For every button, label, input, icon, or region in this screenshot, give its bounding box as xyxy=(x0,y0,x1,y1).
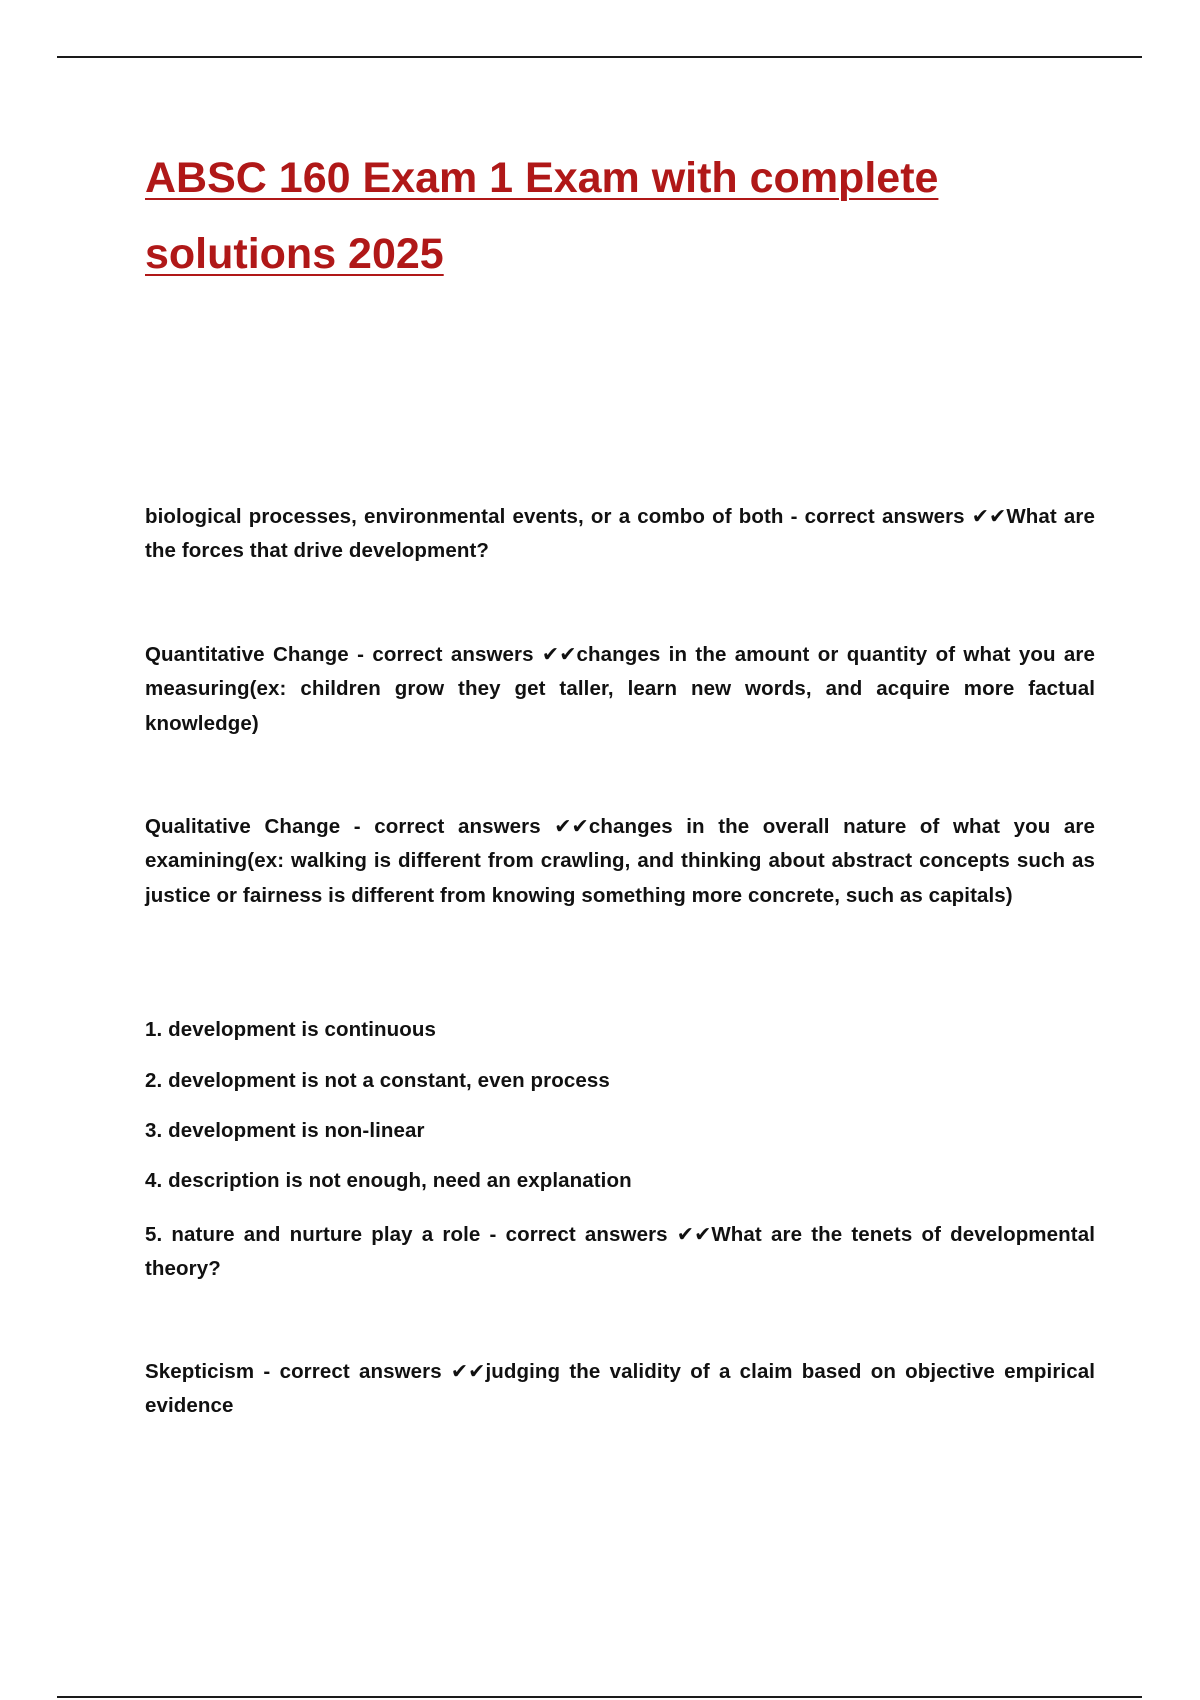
flashcard-1 xyxy=(145,500,1095,569)
answer-marker: correct answers ✔✔ xyxy=(279,1360,486,1383)
tenet-list-item-2: 2. development is not a constant, even process xyxy=(145,1069,610,1092)
card-term: 5. nature and nurture play a role - xyxy=(145,1223,506,1246)
flashcard-4 xyxy=(145,1218,1095,1287)
card-definition: changes in the overall nature of what you are examining(ex: walking is different from crawling, and thinking about abstract concepts such as justice or fairness is different from knowing something more concrete, such as capitals) xyxy=(145,815,1095,907)
title-line-2: solutions 2025 xyxy=(145,230,444,278)
title-line-1: ABSC 160 Exam 1 Exam with complete xyxy=(145,154,939,202)
flashcard-2 xyxy=(145,638,1095,741)
tenet-list-item-4: 4. description is not enough, need an explanation xyxy=(145,1169,632,1192)
answer-marker: correct answers ✔✔ xyxy=(374,815,589,838)
card-definition: changes in the amount or quantity of what you are measuring(ex: children grow they get taller, learn new words, and acquire more factual knowledge) xyxy=(145,643,1095,735)
card-definition: judging the validity of a claim based on objective empirical evidence xyxy=(145,1360,1096,1418)
card-term: biological processes, environmental events, or a combo of both - xyxy=(145,505,805,528)
answer-marker: correct answers ✔✔ xyxy=(505,1223,712,1246)
card-term: Skepticism - xyxy=(145,1360,280,1383)
card-term: Qualitative Change - xyxy=(145,815,375,838)
answer-marker: correct answers ✔✔ xyxy=(804,505,1007,528)
tenet-list-item-1: 1. development is continuous xyxy=(145,1018,436,1041)
bottom-rule xyxy=(57,1696,1142,1698)
card-term: Quantitative Change - xyxy=(145,643,373,666)
card-definition: What are the tenets of developmental theory? xyxy=(145,1223,1095,1281)
top-rule xyxy=(57,56,1142,58)
flashcard-3 xyxy=(145,810,1095,913)
answer-marker: correct answers ✔✔ xyxy=(372,643,577,666)
flashcard-5 xyxy=(145,1355,1095,1424)
tenet-list-item-3: 3. development is non-linear xyxy=(145,1119,425,1142)
card-definition: What are the forces that drive development? xyxy=(145,505,1096,563)
page-title xyxy=(145,140,1095,292)
